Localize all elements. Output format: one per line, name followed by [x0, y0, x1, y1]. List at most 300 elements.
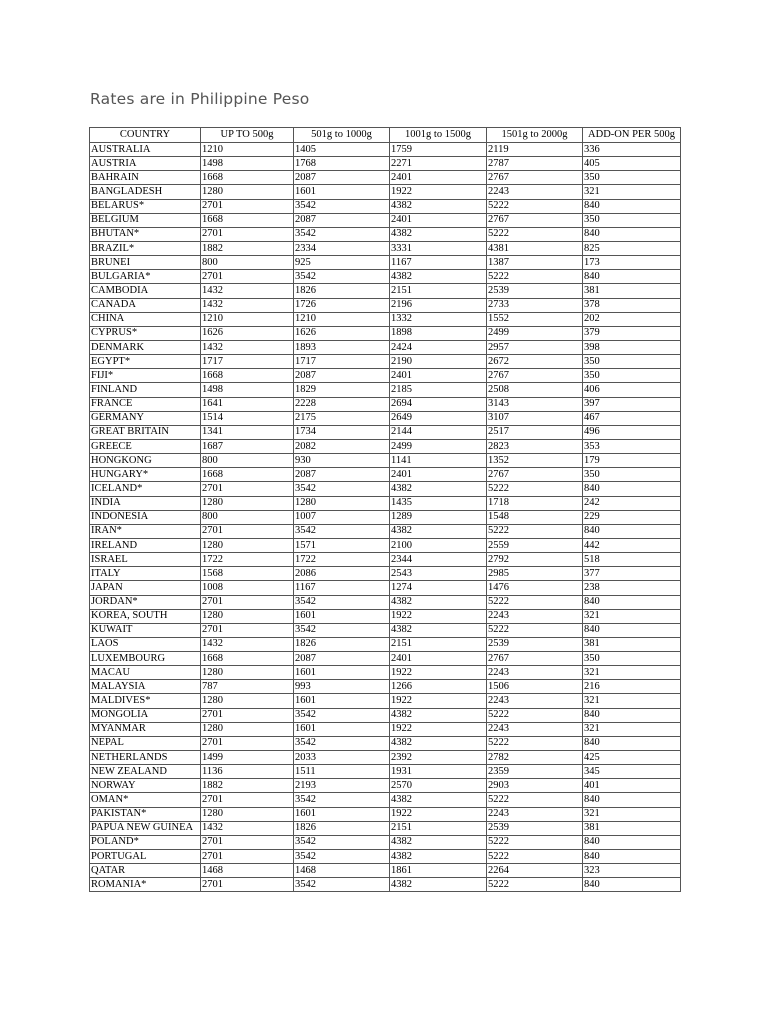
cell-1001-1500g: 4382	[390, 736, 487, 750]
cell-1501-2000g: 2539	[487, 284, 583, 298]
cell-1001-1500g: 1435	[390, 496, 487, 510]
cell-up-to-500g: 1498	[201, 157, 294, 171]
cell-501-1000g: 930	[294, 454, 390, 468]
cell-501-1000g: 2087	[294, 171, 390, 185]
table-row	[90, 553, 681, 567]
cell-1001-1500g: 2100	[390, 538, 487, 552]
cell-1001-1500g: 4382	[390, 270, 487, 284]
cell-up-to-500g: 1280	[201, 496, 294, 510]
table-row	[90, 835, 681, 849]
cell-add-on: 216	[583, 680, 681, 694]
table-row	[90, 637, 681, 651]
table-row	[90, 369, 681, 383]
table-row	[90, 850, 681, 864]
cell-501-1000g: 925	[294, 256, 390, 270]
cell-1501-2000g: 5222	[487, 850, 583, 864]
cell-country: ICELAND*	[90, 482, 201, 496]
table-row	[90, 623, 681, 637]
table-row	[90, 397, 681, 411]
table-row	[90, 864, 681, 878]
table-body	[90, 143, 681, 892]
cell-1001-1500g: 1922	[390, 609, 487, 623]
cell-add-on: 840	[583, 524, 681, 538]
cell-1001-1500g: 2151	[390, 821, 487, 835]
cell-up-to-500g: 1280	[201, 694, 294, 708]
cell-501-1000g: 1601	[294, 807, 390, 821]
table-row	[90, 270, 681, 284]
cell-add-on: 377	[583, 567, 681, 581]
table-row	[90, 609, 681, 623]
cell-501-1000g: 1571	[294, 538, 390, 552]
cell-add-on: 173	[583, 256, 681, 270]
cell-501-1000g: 3542	[294, 736, 390, 750]
table-row	[90, 821, 681, 835]
cell-1501-2000g: 1552	[487, 312, 583, 326]
cell-1001-1500g: 4382	[390, 623, 487, 637]
cell-add-on: 321	[583, 807, 681, 821]
cell-country: JORDAN*	[90, 595, 201, 609]
cell-1001-1500g: 1922	[390, 807, 487, 821]
table-row	[90, 722, 681, 736]
cell-add-on: 350	[583, 468, 681, 482]
cell-add-on: 321	[583, 666, 681, 680]
cell-country: MACAU	[90, 666, 201, 680]
cell-country: GREAT BRITAIN	[90, 425, 201, 439]
cell-up-to-500g: 1499	[201, 751, 294, 765]
cell-add-on: 350	[583, 369, 681, 383]
cell-1501-2000g: 2243	[487, 666, 583, 680]
table-row	[90, 383, 681, 397]
cell-add-on: 321	[583, 694, 681, 708]
table-row	[90, 736, 681, 750]
cell-country: FINLAND	[90, 383, 201, 397]
cell-1001-1500g: 1266	[390, 680, 487, 694]
cell-1501-2000g: 2559	[487, 538, 583, 552]
cell-country: NEPAL	[90, 736, 201, 750]
cell-up-to-500g: 1136	[201, 765, 294, 779]
cell-1501-2000g: 2767	[487, 369, 583, 383]
cell-1001-1500g: 2649	[390, 411, 487, 425]
table-row	[90, 694, 681, 708]
cell-add-on: 179	[583, 454, 681, 468]
cell-add-on: 350	[583, 355, 681, 369]
cell-add-on: 321	[583, 722, 681, 736]
cell-1501-2000g: 2539	[487, 637, 583, 651]
cell-1501-2000g: 1387	[487, 256, 583, 270]
cell-add-on: 840	[583, 878, 681, 892]
cell-up-to-500g: 1626	[201, 326, 294, 340]
table-row	[90, 680, 681, 694]
cell-country: BANGLADESH	[90, 185, 201, 199]
cell-up-to-500g: 800	[201, 454, 294, 468]
cell-1001-1500g: 2401	[390, 652, 487, 666]
cell-1501-2000g: 3107	[487, 411, 583, 425]
table-row	[90, 595, 681, 609]
cell-1501-2000g: 5222	[487, 199, 583, 213]
cell-1001-1500g: 2190	[390, 355, 487, 369]
cell-up-to-500g: 1341	[201, 425, 294, 439]
table-row	[90, 708, 681, 722]
cell-country: CAMBODIA	[90, 284, 201, 298]
table-row	[90, 807, 681, 821]
cell-add-on: 840	[583, 199, 681, 213]
cell-1001-1500g: 2271	[390, 157, 487, 171]
table-row	[90, 524, 681, 538]
table-row	[90, 468, 681, 482]
cell-1501-2000g: 2243	[487, 807, 583, 821]
cell-1501-2000g: 5222	[487, 482, 583, 496]
cell-1501-2000g: 2782	[487, 751, 583, 765]
cell-add-on: 840	[583, 736, 681, 750]
cell-add-on: 401	[583, 779, 681, 793]
table-row	[90, 878, 681, 892]
cell-1501-2000g: 5222	[487, 793, 583, 807]
cell-1001-1500g: 2144	[390, 425, 487, 439]
cell-1501-2000g: 5222	[487, 270, 583, 284]
cell-country: PAPUA NEW GUINEA	[90, 821, 201, 835]
cell-1001-1500g: 4382	[390, 850, 487, 864]
cell-501-1000g: 1768	[294, 157, 390, 171]
cell-add-on: 840	[583, 835, 681, 849]
cell-1501-2000g: 2119	[487, 143, 583, 157]
table-row	[90, 312, 681, 326]
cell-501-1000g: 1717	[294, 355, 390, 369]
table-row	[90, 326, 681, 340]
cell-1501-2000g: 1548	[487, 510, 583, 524]
cell-1501-2000g: 1476	[487, 581, 583, 595]
cell-add-on: 336	[583, 143, 681, 157]
cell-1501-2000g: 5222	[487, 623, 583, 637]
cell-1501-2000g: 2787	[487, 157, 583, 171]
cell-501-1000g: 1726	[294, 298, 390, 312]
cell-up-to-500g: 1432	[201, 821, 294, 835]
cell-up-to-500g: 1514	[201, 411, 294, 425]
cell-1501-2000g: 5222	[487, 736, 583, 750]
cell-add-on: 350	[583, 213, 681, 227]
cell-country: CANADA	[90, 298, 201, 312]
cell-1001-1500g: 1931	[390, 765, 487, 779]
cell-country: NETHERLANDS	[90, 751, 201, 765]
cell-country: IRAN*	[90, 524, 201, 538]
table-row	[90, 355, 681, 369]
cell-up-to-500g: 1432	[201, 298, 294, 312]
cell-501-1000g: 1601	[294, 722, 390, 736]
table-row	[90, 751, 681, 765]
cell-1501-2000g: 2672	[487, 355, 583, 369]
cell-501-1000g: 3542	[294, 270, 390, 284]
cell-501-1000g: 2087	[294, 468, 390, 482]
cell-up-to-500g: 2701	[201, 199, 294, 213]
cell-country: BHUTAN*	[90, 227, 201, 241]
cell-1001-1500g: 4382	[390, 524, 487, 538]
cell-1001-1500g: 2344	[390, 553, 487, 567]
cell-1501-2000g: 2767	[487, 171, 583, 185]
cell-add-on: 405	[583, 157, 681, 171]
cell-1001-1500g: 4382	[390, 835, 487, 849]
cell-up-to-500g: 1668	[201, 468, 294, 482]
cell-501-1000g: 3542	[294, 835, 390, 849]
cell-501-1000g: 3542	[294, 878, 390, 892]
table-row	[90, 157, 681, 171]
cell-add-on: 425	[583, 751, 681, 765]
cell-501-1000g: 2087	[294, 369, 390, 383]
table-row	[90, 454, 681, 468]
cell-1501-2000g: 2359	[487, 765, 583, 779]
cell-501-1000g: 2175	[294, 411, 390, 425]
cell-country: BRAZIL*	[90, 241, 201, 255]
table-row	[90, 199, 681, 213]
cell-501-1000g: 1829	[294, 383, 390, 397]
cell-1501-2000g: 2539	[487, 821, 583, 835]
cell-501-1000g: 993	[294, 680, 390, 694]
cell-1001-1500g: 2392	[390, 751, 487, 765]
cell-1501-2000g: 2903	[487, 779, 583, 793]
cell-1501-2000g: 2264	[487, 864, 583, 878]
cell-501-1000g: 1210	[294, 312, 390, 326]
table-row	[90, 538, 681, 552]
cell-501-1000g: 1893	[294, 340, 390, 354]
cell-1501-2000g: 5222	[487, 835, 583, 849]
cell-1501-2000g: 5222	[487, 878, 583, 892]
cell-1501-2000g: 1506	[487, 680, 583, 694]
cell-1501-2000g: 2243	[487, 609, 583, 623]
cell-501-1000g: 3542	[294, 850, 390, 864]
cell-country: POLAND*	[90, 835, 201, 849]
cell-add-on: 238	[583, 581, 681, 595]
cell-1501-2000g: 2243	[487, 694, 583, 708]
cell-1001-1500g: 1289	[390, 510, 487, 524]
cell-country: AUSTRIA	[90, 157, 201, 171]
table-row	[90, 581, 681, 595]
cell-up-to-500g: 1280	[201, 666, 294, 680]
cell-501-1000g: 3542	[294, 524, 390, 538]
cell-1001-1500g: 4382	[390, 878, 487, 892]
cell-add-on: 323	[583, 864, 681, 878]
cell-up-to-500g: 2701	[201, 736, 294, 750]
cell-1001-1500g: 2570	[390, 779, 487, 793]
cell-1001-1500g: 1274	[390, 581, 487, 595]
cell-add-on: 518	[583, 553, 681, 567]
cell-country: LUXEMBOURG	[90, 652, 201, 666]
cell-501-1000g: 1826	[294, 284, 390, 298]
cell-country: ROMANIA*	[90, 878, 201, 892]
header-country: COUNTRY	[90, 128, 201, 143]
cell-1501-2000g: 1352	[487, 454, 583, 468]
cell-1001-1500g: 2185	[390, 383, 487, 397]
cell-up-to-500g: 1668	[201, 171, 294, 185]
cell-add-on: 381	[583, 821, 681, 835]
cell-country: KUWAIT	[90, 623, 201, 637]
cell-up-to-500g: 2701	[201, 595, 294, 609]
cell-1001-1500g: 2151	[390, 637, 487, 651]
cell-up-to-500g: 2701	[201, 270, 294, 284]
table-row	[90, 496, 681, 510]
cell-add-on: 840	[583, 482, 681, 496]
table-row	[90, 779, 681, 793]
cell-501-1000g: 2087	[294, 213, 390, 227]
cell-501-1000g: 1601	[294, 666, 390, 680]
cell-country: GERMANY	[90, 411, 201, 425]
cell-501-1000g: 1511	[294, 765, 390, 779]
cell-country: BAHRAIN	[90, 171, 201, 185]
cell-country: NORWAY	[90, 779, 201, 793]
cell-501-1000g: 2086	[294, 567, 390, 581]
cell-501-1000g: 3542	[294, 623, 390, 637]
cell-up-to-500g: 1280	[201, 722, 294, 736]
cell-1501-2000g: 2985	[487, 567, 583, 581]
cell-501-1000g: 3542	[294, 482, 390, 496]
cell-1001-1500g: 1922	[390, 722, 487, 736]
cell-up-to-500g: 2701	[201, 835, 294, 849]
cell-1001-1500g: 1861	[390, 864, 487, 878]
cell-up-to-500g: 1882	[201, 779, 294, 793]
cell-501-1000g: 2082	[294, 439, 390, 453]
table-row	[90, 256, 681, 270]
cell-1001-1500g: 2196	[390, 298, 487, 312]
cell-1501-2000g: 2508	[487, 383, 583, 397]
cell-add-on: 840	[583, 595, 681, 609]
table-row	[90, 298, 681, 312]
cell-add-on: 350	[583, 652, 681, 666]
cell-up-to-500g: 1210	[201, 312, 294, 326]
cell-up-to-500g: 2701	[201, 524, 294, 538]
cell-add-on: 840	[583, 793, 681, 807]
cell-1501-2000g: 2499	[487, 326, 583, 340]
cell-up-to-500g: 800	[201, 510, 294, 524]
cell-add-on: 381	[583, 284, 681, 298]
cell-country: FIJI*	[90, 369, 201, 383]
cell-country: DENMARK	[90, 340, 201, 354]
cell-country: GREECE	[90, 439, 201, 453]
cell-country: MALDIVES*	[90, 694, 201, 708]
cell-up-to-500g: 1668	[201, 213, 294, 227]
cell-1001-1500g: 1332	[390, 312, 487, 326]
cell-up-to-500g: 1641	[201, 397, 294, 411]
table-row	[90, 652, 681, 666]
cell-1001-1500g: 3331	[390, 241, 487, 255]
cell-country: BULGARIA*	[90, 270, 201, 284]
cell-up-to-500g: 2701	[201, 623, 294, 637]
cell-1501-2000g: 3143	[487, 397, 583, 411]
header-1001-1500g: 1001g to 1500g	[390, 128, 487, 143]
cell-add-on: 406	[583, 383, 681, 397]
cell-add-on: 321	[583, 185, 681, 199]
rates-table	[89, 127, 681, 892]
cell-1001-1500g: 2424	[390, 340, 487, 354]
cell-up-to-500g: 1432	[201, 637, 294, 651]
table-row	[90, 765, 681, 779]
cell-up-to-500g: 1280	[201, 185, 294, 199]
cell-up-to-500g: 1280	[201, 807, 294, 821]
cell-501-1000g: 3542	[294, 199, 390, 213]
cell-add-on: 397	[583, 397, 681, 411]
table-row	[90, 143, 681, 157]
cell-up-to-500g: 1210	[201, 143, 294, 157]
cell-up-to-500g: 1717	[201, 355, 294, 369]
cell-501-1000g: 1722	[294, 553, 390, 567]
cell-1001-1500g: 4382	[390, 595, 487, 609]
cell-501-1000g: 2228	[294, 397, 390, 411]
cell-501-1000g: 1626	[294, 326, 390, 340]
cell-1001-1500g: 4382	[390, 708, 487, 722]
cell-1001-1500g: 2694	[390, 397, 487, 411]
cell-add-on: 840	[583, 708, 681, 722]
cell-country: INDIA	[90, 496, 201, 510]
cell-1501-2000g: 5222	[487, 708, 583, 722]
cell-up-to-500g: 2701	[201, 850, 294, 864]
table-row	[90, 482, 681, 496]
cell-add-on: 442	[583, 538, 681, 552]
cell-1001-1500g: 1759	[390, 143, 487, 157]
cell-1001-1500g: 1167	[390, 256, 487, 270]
cell-501-1000g: 1601	[294, 694, 390, 708]
cell-country: BELGIUM	[90, 213, 201, 227]
cell-501-1000g: 1167	[294, 581, 390, 595]
cell-country: QATAR	[90, 864, 201, 878]
cell-country: OMAN*	[90, 793, 201, 807]
cell-up-to-500g: 1722	[201, 553, 294, 567]
cell-501-1000g: 1405	[294, 143, 390, 157]
cell-1001-1500g: 1141	[390, 454, 487, 468]
cell-up-to-500g: 1687	[201, 439, 294, 453]
cell-1001-1500g: 1922	[390, 694, 487, 708]
header-row	[90, 128, 681, 143]
table-row	[90, 666, 681, 680]
cell-up-to-500g: 2701	[201, 708, 294, 722]
cell-501-1000g: 3542	[294, 595, 390, 609]
cell-up-to-500g: 2701	[201, 227, 294, 241]
cell-up-to-500g: 1668	[201, 652, 294, 666]
cell-up-to-500g: 1280	[201, 609, 294, 623]
cell-country: ITALY	[90, 567, 201, 581]
cell-add-on: 467	[583, 411, 681, 425]
table-row	[90, 439, 681, 453]
table-row	[90, 425, 681, 439]
cell-country: PAKISTAN*	[90, 807, 201, 821]
cell-country: AUSTRALIA	[90, 143, 201, 157]
header-add-on-per-500g: ADD-ON PER 500g	[583, 128, 681, 143]
cell-501-1000g: 1601	[294, 609, 390, 623]
cell-up-to-500g: 2701	[201, 793, 294, 807]
cell-1501-2000g: 2767	[487, 652, 583, 666]
cell-country: BELARUS*	[90, 199, 201, 213]
table-row	[90, 284, 681, 298]
cell-1001-1500g: 4382	[390, 793, 487, 807]
cell-up-to-500g: 1280	[201, 538, 294, 552]
header-501-1000g: 501g to 1000g	[294, 128, 390, 143]
table-row	[90, 510, 681, 524]
cell-501-1000g: 1826	[294, 821, 390, 835]
cell-country: MYANMAR	[90, 722, 201, 736]
cell-country: CYPRUS*	[90, 326, 201, 340]
cell-add-on: 321	[583, 609, 681, 623]
cell-1501-2000g: 2243	[487, 722, 583, 736]
cell-1501-2000g: 5222	[487, 227, 583, 241]
header-up-to-500g: UP TO 500g	[201, 128, 294, 143]
cell-1501-2000g: 4381	[487, 241, 583, 255]
cell-add-on: 381	[583, 637, 681, 651]
cell-1501-2000g: 1718	[487, 496, 583, 510]
cell-add-on: 840	[583, 227, 681, 241]
cell-add-on: 840	[583, 270, 681, 284]
cell-1001-1500g: 4382	[390, 482, 487, 496]
cell-add-on: 242	[583, 496, 681, 510]
cell-country: BRUNEI	[90, 256, 201, 270]
cell-501-1000g: 1826	[294, 637, 390, 651]
cell-1501-2000g: 5222	[487, 595, 583, 609]
table-row	[90, 340, 681, 354]
cell-1001-1500g: 1922	[390, 666, 487, 680]
